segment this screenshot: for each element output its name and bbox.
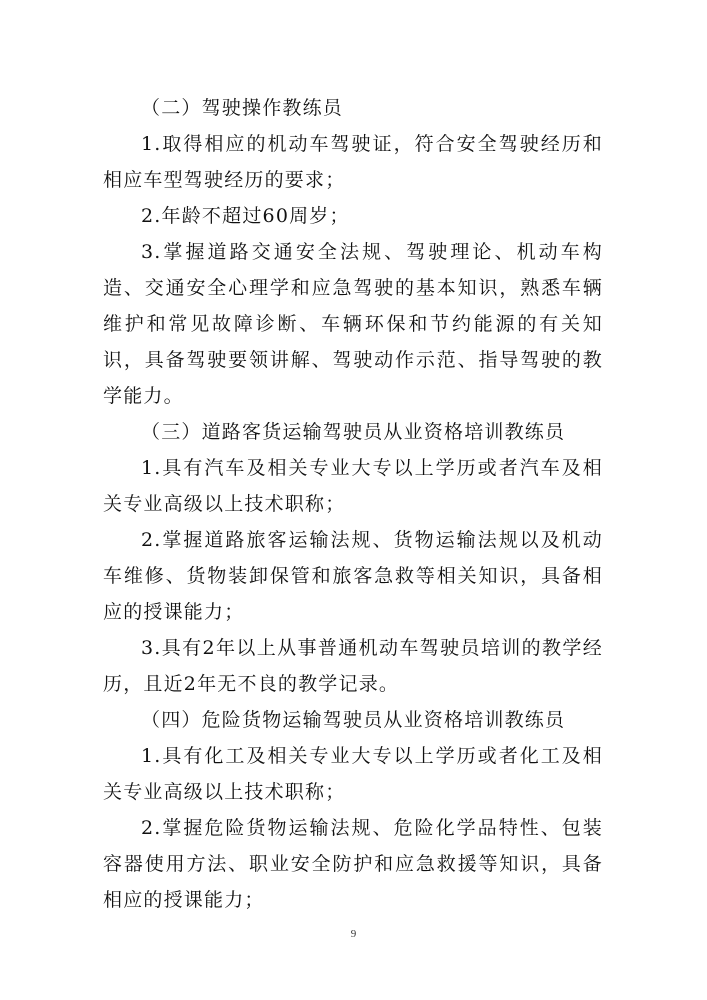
page-body (103, 90, 603, 918)
requirement-item: 3.具有2年以上从事普通机动车驾驶员培训的教学经历，且近2年无不良的教学记录。 (103, 637, 603, 695)
section-heading-hazardous-goods-instructor: （四）危险货物运输驾驶员从业资格培训教练员 (141, 709, 566, 731)
requirement-item: 3.掌握道路交通安全法规、驾驶理论、机动车构造、交通安全心理学和应急驾驶的基本知识，熟悉车辆维护和常见故障诊断、车辆环保和节约能源的有关知识，具备驾驶要领讲解、驾驶动作示范、指导驾驶的教学能力。 (103, 241, 603, 407)
requirement-item: 2.年龄不超过60周岁； (141, 205, 350, 227)
requirement-item: 1.取得相应的机动车驾驶证，符合安全驾驶经历和相应车型驾驶经历的要求； (103, 133, 603, 191)
section-heading-driving-instructor: （二）驾驶操作教练员 (141, 97, 344, 119)
requirement-item: 2.掌握道路旅客运输法规、货物运输法规以及机动车维修、货物装卸保管和旅客急救等相关知识，具备相应的授课能力； (103, 529, 603, 623)
requirement-item: 2.掌握危险货物运输法规、危险化学品特性、包装容器使用方法、职业安全防护和应急救援等知识，具备相应的授课能力； (103, 817, 603, 911)
requirement-item: 1.具有化工及相关专业大专以上学历或者化工及相关专业高级以上技术职称； (103, 745, 603, 803)
requirement-item: 1.具有汽车及相关专业大专以上学历或者汽车及相关专业高级以上技术职称； (103, 457, 603, 515)
page-number: 9 (350, 928, 357, 940)
section-heading-passenger-freight-instructor: （三）道路客货运输驾驶员从业资格培训教练员 (141, 421, 566, 443)
